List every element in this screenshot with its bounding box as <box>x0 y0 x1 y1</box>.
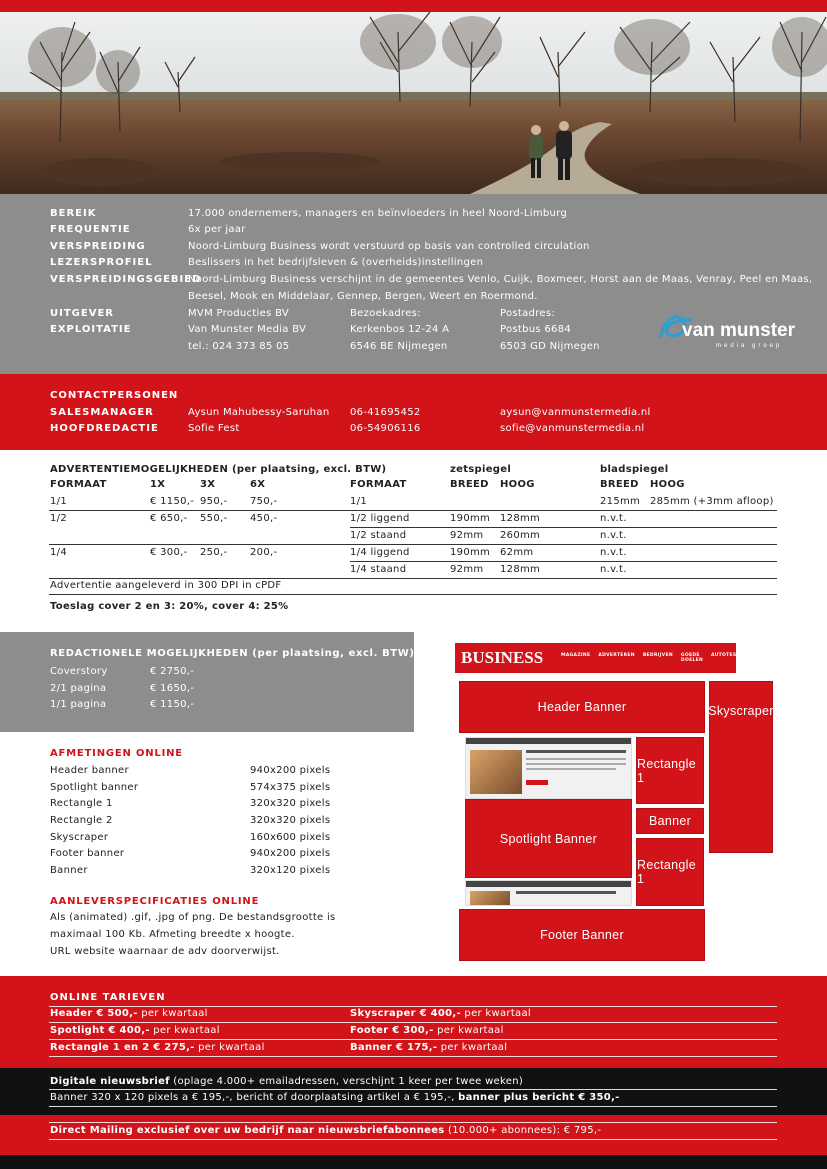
spec-line: URL website waarnaar de adv doorverwijst. <box>50 946 280 957</box>
mockup-nav-item: BEDRIJVEN <box>642 653 673 658</box>
table-cell: 200,- <box>250 547 278 558</box>
spec-line: maximaal 100 Kb. Afmeting breedte x hoogte. <box>50 929 295 940</box>
contact-phone-editor: 06-54906116 <box>350 423 421 434</box>
newsletter-title: Digitale nieuwsbrief (oplage 4.000+ emailadressen, verschijnt 1 keer per twee weken) <box>50 1076 524 1087</box>
visit-address-street: Kerkenbos 12-24 A <box>350 324 450 335</box>
visit-address-city: 6546 BE Nijmegen <box>350 341 448 352</box>
header-banner-block: Header Banner <box>459 681 705 733</box>
mockup-article-preview <box>465 737 632 799</box>
info-value-frequentie: 6x per jaar <box>188 224 246 235</box>
direct-mailing-text: Direct Mailing exclusief over uw bedrijf naar nieuwsbriefabonnees (10.000+ abonnees): € 795,- <box>50 1125 602 1136</box>
mockup-nav-item: ADVERTEREN <box>598 653 635 658</box>
table-cell: 285mm (+3mm afloop) <box>650 496 774 507</box>
editorial-label-coverstory: Coverstory <box>50 666 108 677</box>
table-cell: 1/2 staand <box>350 530 407 541</box>
online-label: Rectangle 2 <box>50 815 113 826</box>
editorial-section <box>0 632 414 732</box>
spotlight-banner-block: Spotlight Banner <box>465 799 632 878</box>
info-label-verspreidingsgebied: VERSPREIDINGSGEBIED <box>50 274 202 285</box>
info-label-lezersprofiel: LEZERSPROFIEL <box>50 257 153 268</box>
editorial-label-2-1: 2/1 pagina <box>50 683 107 694</box>
table-cell: 1/4 staand <box>350 564 407 575</box>
top-accent-bar <box>0 0 827 12</box>
rate-rectangle: Rectangle 1 en 2 € 275,- per kwartaal <box>50 1042 265 1053</box>
rates-title: ONLINE TARIEVEN <box>50 992 166 1003</box>
van-munster-logo <box>656 306 802 362</box>
newsletter-pricing: Banner 320 x 120 pixels a € 195,-, bericht of doorplaatsing artikel a € 195,-, banner plus bericht € 350,- <box>50 1092 620 1103</box>
info-value-lezersprofiel: Beslissers in het bedrijfsleven & (overheids)instellingen <box>188 257 484 268</box>
table-cell: 950,- <box>200 496 228 507</box>
newsletter-divider <box>49 1089 777 1090</box>
table-divider <box>49 510 777 511</box>
mockup-nav-item: GOEDE DOELEN <box>680 653 704 663</box>
table-cell: 128mm <box>500 513 541 524</box>
exploitation-name: Van Munster Media BV <box>188 324 307 335</box>
table-cell: 1/4 liggend <box>350 547 410 558</box>
table-divider <box>49 594 777 595</box>
adv-title: ADVERTENTIEMOGELIJKHEDEN (per plaatsing, excl. BTW) <box>50 464 387 475</box>
mockup-nav-item: MAGAZINE <box>561 653 591 658</box>
landscape-illustration <box>0 12 827 194</box>
mailing-divider <box>49 1139 777 1140</box>
rate-footer: Footer € 300,- per kwartaal <box>350 1025 504 1036</box>
table-cell: 750,- <box>250 496 278 507</box>
info-value-verspreidingsgebied: Noord-Limburg Business verschijnt in de gemeentes Venlo, Cuijk, Boxmeer, Horst aan de Maas, Venray, Peel en Maas, <box>188 274 813 285</box>
spec-line: Als (animated) .gif, .jpg of png. De bestandsgrootte is <box>50 912 336 923</box>
contact-section <box>0 374 827 450</box>
publisher-phone: tel.: 024 373 85 05 <box>188 341 290 352</box>
mailing-divider <box>49 1122 777 1123</box>
contact-name-editor: Sofie Fest <box>188 423 240 434</box>
table-cell: € 650,- <box>150 513 188 524</box>
rectangle-1-block: Rectangle 1 <box>636 737 704 804</box>
contact-role-editor: HOOFDREDACTIE <box>50 423 159 434</box>
table-cell: 1/2 <box>50 513 67 524</box>
online-label: Banner <box>50 865 88 876</box>
skyscraper-block: Skyscraper <box>709 681 773 853</box>
online-rates-section <box>0 976 827 1068</box>
adv-note: Advertentie aangeleverd in 300 DPI in cPDF <box>50 580 282 591</box>
contact-role-sales: SALESMANAGER <box>50 407 154 418</box>
adv-header-1x: 1X <box>150 479 166 490</box>
table-cell: 260mm <box>500 530 541 541</box>
contact-name-sales: Aysun Mahubessy-Saruhan <box>188 407 330 418</box>
table-cell: n.v.t. <box>600 547 627 558</box>
table-cell: 215mm <box>600 496 641 507</box>
logo-sub-text: media groep <box>716 343 783 349</box>
adv-bladspiegel: bladspiegel <box>600 464 669 475</box>
online-label: Spotlight banner <box>50 782 139 793</box>
online-size: 320x320 pixels <box>250 815 331 826</box>
table-cell: 550,- <box>200 513 228 524</box>
rates-divider <box>49 1056 777 1057</box>
table-divider <box>350 527 777 528</box>
table-cell: 1/1 <box>50 496 67 507</box>
table-cell: 92mm <box>450 564 484 575</box>
table-cell: 62mm <box>500 547 534 558</box>
online-label: Skyscraper <box>50 832 109 843</box>
info-label-frequentie: FREQUENTIE <box>50 224 131 235</box>
newsletter-divider <box>49 1106 777 1107</box>
info-label-uitgever: UITGEVER <box>50 308 114 319</box>
table-divider <box>49 544 777 545</box>
rate-spotlight: Spotlight € 400,- per kwartaal <box>50 1025 220 1036</box>
online-sizes-section <box>0 740 414 970</box>
contact-email-sales[interactable]: aysun@vanmunstermedia.nl <box>500 407 651 418</box>
mockup-nav <box>561 653 759 663</box>
table-cell: € 300,- <box>150 547 188 558</box>
advertising-table <box>0 458 827 618</box>
visit-address-label: Bezoekadres: <box>350 308 421 319</box>
online-title: AFMETINGEN ONLINE <box>50 748 183 759</box>
website-mockup-header <box>455 643 760 673</box>
publisher-name: MVM Producties BV <box>188 308 290 319</box>
table-cell: 92mm <box>450 530 484 541</box>
info-value-verspreiding: Noord-Limburg Business wordt verstuurd op basis van controlled circulation <box>188 241 590 252</box>
table-cell: n.v.t. <box>600 564 627 575</box>
rate-header: Header € 500,- per kwartaal <box>50 1008 208 1019</box>
editorial-price-1-1: € 1150,- <box>150 699 195 710</box>
online-size: 940x200 pixels <box>250 848 331 859</box>
info-value-verspreidingsgebied-2: Beesel, Mook en Middelaar, Gennep, Bergen, Weert en Roermond. <box>188 291 538 302</box>
adv-header-breed: BREED <box>450 479 489 490</box>
online-label: Rectangle 1 <box>50 798 113 809</box>
footer-banner-block: Footer Banner <box>459 909 705 961</box>
adv-header-formaat: FORMAAT <box>50 479 107 490</box>
table-cell: 1/1 <box>350 496 367 507</box>
post-address-box: Postbus 6684 <box>500 324 572 335</box>
contact-phone-sales: 06-41695452 <box>350 407 421 418</box>
table-cell: € 1150,- <box>150 496 195 507</box>
editorial-title: REDACTIONELE MOGELIJKHEDEN (per plaatsing, excl. BTW) <box>50 648 415 659</box>
editorial-label-1-1: 1/1 pagina <box>50 699 107 710</box>
table-cell: 128mm <box>500 564 541 575</box>
spec-title: AANLEVERSPECIFICATIES ONLINE <box>50 896 260 907</box>
banner-block: Banner <box>636 808 704 834</box>
online-label: Header banner <box>50 765 129 776</box>
rate-banner: Banner € 175,- per kwartaal <box>350 1042 508 1053</box>
online-size: 320x320 pixels <box>250 798 331 809</box>
rectangle-1b-block: Rectangle 1 <box>636 838 704 906</box>
table-cell: 190mm <box>450 547 491 558</box>
rates-divider <box>49 1039 777 1040</box>
table-divider <box>350 561 777 562</box>
post-address-label: Postadres: <box>500 308 556 319</box>
contact-email-editor[interactable]: sofie@vanmunstermedia.nl <box>500 423 645 434</box>
mockup-brand: BUSINESS <box>461 648 544 667</box>
hero-landscape-image <box>0 12 827 194</box>
table-cell: n.v.t. <box>600 513 627 524</box>
table-divider <box>49 578 777 579</box>
rates-divider <box>49 1006 777 1007</box>
editorial-price-2-1: € 1650,- <box>150 683 195 694</box>
online-label: Footer banner <box>50 848 125 859</box>
adv-toeslag: Toeslag cover 2 en 3: 20%, cover 4: 25% <box>50 601 289 612</box>
post-address-city: 6503 GD Nijmegen <box>500 341 600 352</box>
contact-title: CONTACTPERSONEN <box>50 390 179 401</box>
online-size: 160x600 pixels <box>250 832 331 843</box>
adv-header-hoog2: HOOG <box>650 479 685 490</box>
adv-header-hoog: HOOG <box>500 479 535 490</box>
online-size: 574x375 pixels <box>250 782 331 793</box>
table-cell: 190mm <box>450 513 491 524</box>
table-cell: n.v.t. <box>600 530 627 541</box>
rates-divider <box>49 1022 777 1023</box>
newsletter-section <box>0 1068 827 1115</box>
mockup-nav-item: AUTOTESTDAGEN <box>711 653 760 658</box>
table-cell: 250,- <box>200 547 228 558</box>
info-label-exploitatie: EXPLOITATIE <box>50 324 132 335</box>
publication-info-section <box>0 194 827 374</box>
editorial-price-coverstory: € 2750,- <box>150 666 195 677</box>
online-size: 940x200 pixels <box>250 765 331 776</box>
bottom-bar <box>0 1155 827 1169</box>
info-label-verspreiding: VERSPREIDING <box>50 241 146 252</box>
direct-mailing-section <box>0 1115 827 1155</box>
table-cell: 1/4 <box>50 547 67 558</box>
adv-header-formaat2: FORMAAT <box>350 479 407 490</box>
adv-header-breed2: BREED <box>600 479 639 490</box>
adv-header-6x: 6X <box>250 479 266 490</box>
rate-skyscraper: Skyscraper € 400,- per kwartaal <box>350 1008 531 1019</box>
table-cell: 1/2 liggend <box>350 513 410 524</box>
table-cell: 450,- <box>250 513 278 524</box>
info-value-bereik: 17.000 ondernemers, managers en beïnvloeders in heel Noord-Limburg <box>188 208 568 219</box>
mockup-article-preview-2 <box>465 880 632 906</box>
adv-header-3x: 3X <box>200 479 216 490</box>
logo-main-text: van munster <box>682 320 795 341</box>
adv-zetspiegel: zetspiegel <box>450 464 512 475</box>
online-size: 320x120 pixels <box>250 865 331 876</box>
info-label-bereik: BEREIK <box>50 208 97 219</box>
